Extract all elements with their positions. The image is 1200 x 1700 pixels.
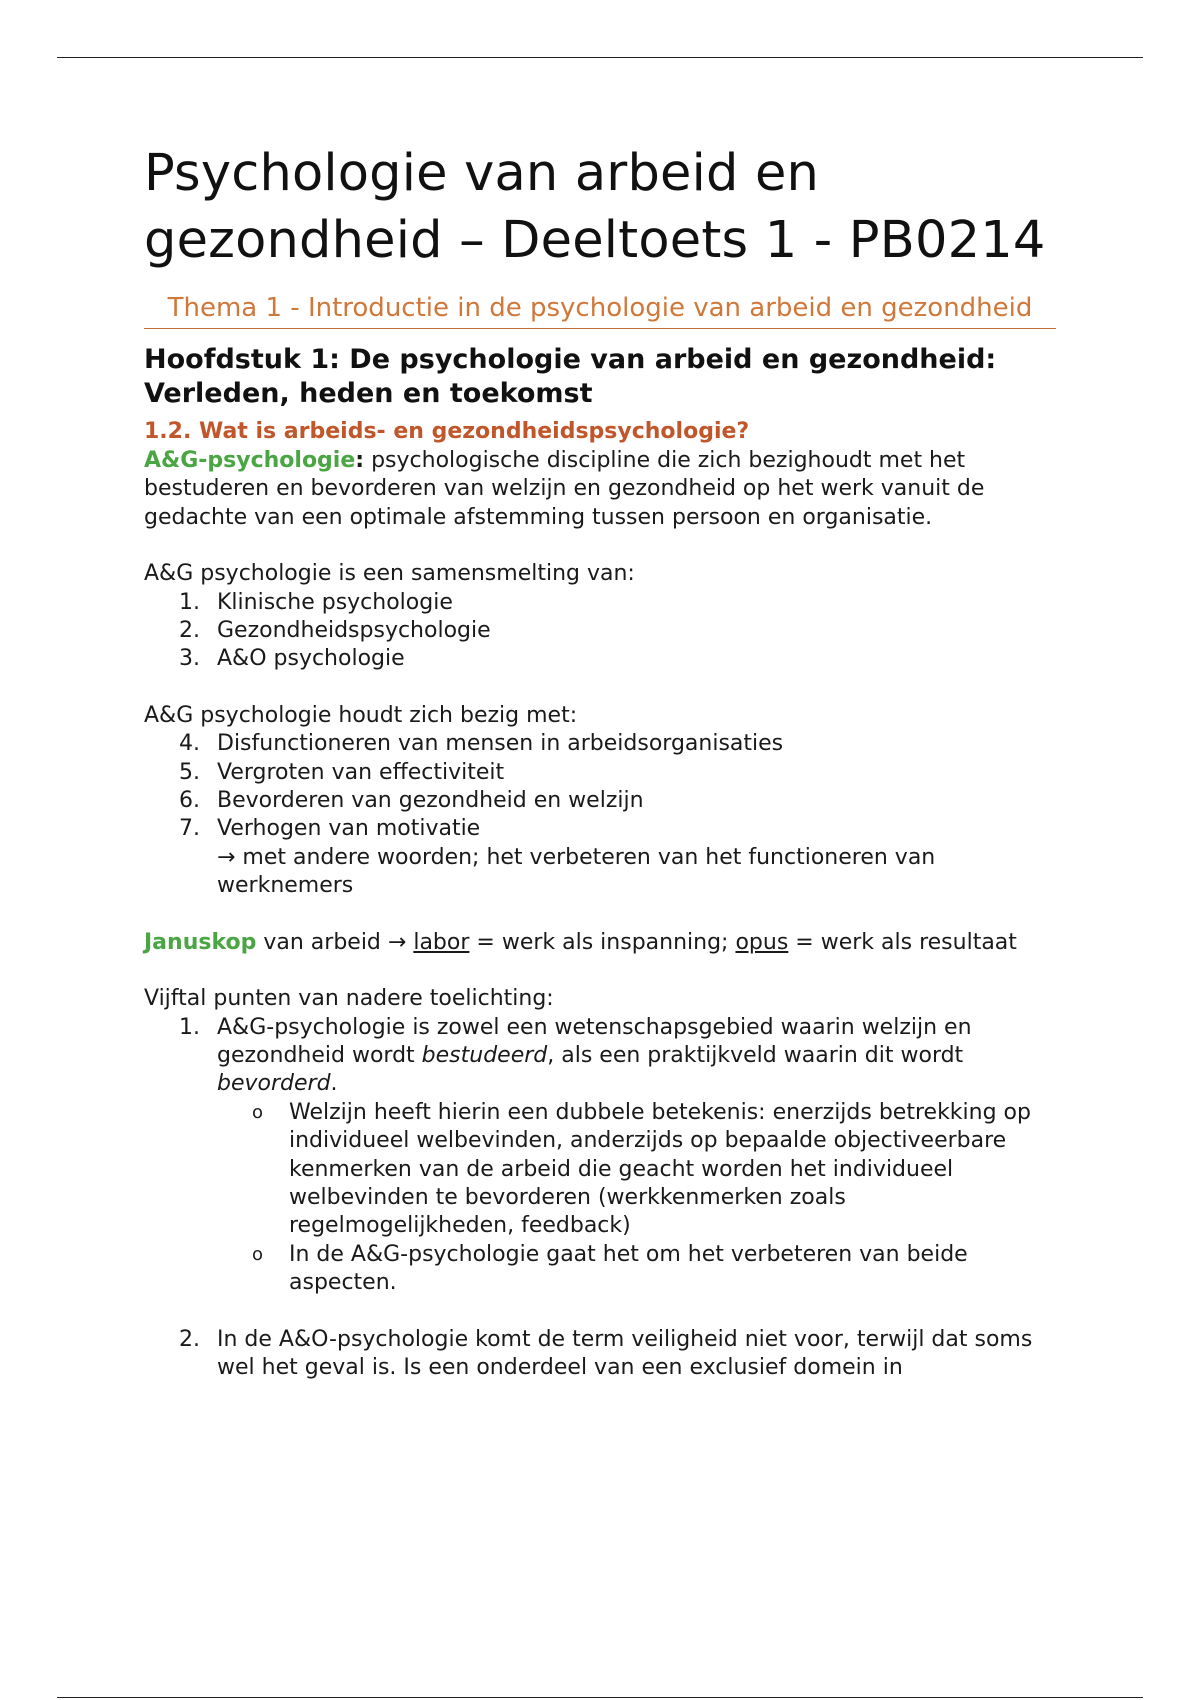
list-item: 4. Disfunctioneren van mensen in arbeidsorganisaties bbox=[179, 731, 784, 757]
merge-list bbox=[144, 589, 1056, 674]
list-item: 6. Bevorderen van gezondheid en welzijn bbox=[179, 788, 644, 814]
theme-heading: Thema 1 - Introductie in de psychologie van arbeid en gezondheid bbox=[144, 291, 1056, 329]
list-item: 3. A&O psychologie bbox=[179, 646, 405, 672]
definition-term: A&G-psychologie bbox=[144, 448, 356, 473]
points-intro: Vijftal punten van nadere toelichting: bbox=[144, 986, 554, 1012]
definition-paragraph bbox=[144, 447, 1056, 532]
concerns-note: → met andere woorden; het verbeteren van het functioneren van werknemers bbox=[217, 844, 936, 899]
top-rule bbox=[57, 57, 1143, 58]
bottom-rule bbox=[57, 1697, 1143, 1698]
sub-bullet-list bbox=[144, 1099, 1056, 1298]
sub-list-item: o Welzijn heeft hierin een dubbele betekenis: enerzijds betrekking op individueel welbevinden, anderzijds op bepaalde objectiveerbare kenmerken van de arbeid die geacht worden het individueel welbevinden te bevorderen (werkkenmerken zoals regelmogelijkheden, feedback) bbox=[252, 1099, 1031, 1239]
januskop-paragraph: Januskop van arbeid → labor = werk als inspanning; opus = werk als resultaat bbox=[144, 929, 1017, 955]
chapter-heading: Hoofdstuk 1: De psychologie van arbeid en gezondheid: Verleden, heden en toekomst bbox=[144, 344, 997, 409]
labor-term: labor bbox=[413, 929, 470, 955]
merge-intro: A&G psychologie is een samensmelting van: bbox=[144, 561, 635, 587]
list-item: 5. Vergroten van effectiviteit bbox=[179, 759, 505, 785]
januskop-term: Januskop bbox=[144, 929, 257, 955]
sub-list-item: o In de A&G-psychologie gaat het om het verbeteren van beide aspecten. bbox=[252, 1241, 968, 1296]
list-item: 1. Klinische psychologie bbox=[179, 589, 453, 615]
concerns-intro: A&G psychologie houdt zich bezig met: bbox=[144, 702, 578, 728]
points-list-continued bbox=[144, 1326, 1056, 1383]
concerns-list bbox=[144, 730, 1056, 900]
section-heading: 1.2. Wat is arbeids- en gezondheidspsychologie? bbox=[144, 419, 750, 444]
list-item: 2. Gezondheidspsychologie bbox=[179, 618, 491, 644]
list-item: 2. In de A&O-psychologie komt de term veiligheid niet voor, terwijl dat soms wel het geval is. Is een onderdeel van een exclusief domein in bbox=[179, 1326, 1033, 1380]
list-item: 1. A&G-psychologie is zowel een wetenschapsgebied waarin welzijn en gezondheid wordt bestudeerd, als een praktijkveld waarin dit wordt bevorderd. bbox=[179, 1014, 972, 1097]
list-item: 7. Verhogen van motivatie → met andere woorden; het verbeteren van het functioneren van werknemers bbox=[179, 816, 936, 899]
points-list bbox=[144, 1014, 1056, 1099]
document-body bbox=[144, 140, 1056, 1382]
definition-text: psychologische discipline die zich bezighoudt met het bestuderen en bevorderen van welzijn en gezondheid op het werk vanuit de gedachte van een optimale afstemming tussen persoon en organisatie. bbox=[144, 448, 985, 530]
definition-colon: : bbox=[355, 448, 365, 473]
opus-term: opus bbox=[735, 929, 789, 955]
document-title: Psychologie van arbeid en gezondheid – Deeltoets 1 - PB0214 bbox=[144, 144, 1046, 270]
